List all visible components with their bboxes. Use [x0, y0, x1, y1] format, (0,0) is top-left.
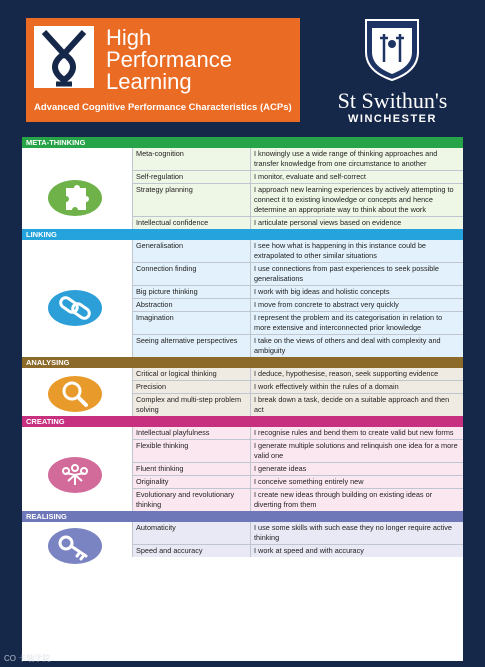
characteristic-description: I conceive something entirely new: [254, 477, 364, 486]
hpl-title-line: Performance: [106, 47, 232, 72]
section-icon-cell: [22, 148, 132, 229]
characteristic-name: Imagination: [133, 312, 251, 334]
idea-icon: [46, 455, 104, 495]
section-icon-cell: [22, 368, 132, 416]
section-creating: [22, 416, 463, 511]
characteristic-description: I see how what is happening in this instance could be extrapolated to other similar situations: [254, 241, 426, 260]
characteristic-description: I use some skills with such ease they no longer require active thinking: [254, 523, 452, 542]
table-row: [133, 463, 463, 476]
characteristic-name: Abstraction: [133, 299, 251, 311]
characteristic-description: I represent the problem and its categorisation in relation to more extensive and interconnected prior knowledge: [254, 313, 443, 332]
school-name: St Swithun's: [337, 88, 448, 113]
table-row: [133, 335, 463, 357]
key-icon: [46, 526, 104, 566]
characteristic-name: Strategy planning: [133, 184, 251, 216]
section-header: META-THINKING: [22, 137, 463, 148]
chain-link-icon: [46, 288, 104, 328]
table-row: [133, 476, 463, 489]
characteristic-description: I deduce, hypothesise, reason, seek supporting evidence: [254, 369, 439, 378]
characteristic-description: I approach new learning experiences by actively attempting to connect it to existing knowledge or concepts and hence determine an appropriate way to think about the work: [254, 185, 454, 214]
table-row: [133, 394, 463, 416]
table-row: [133, 299, 463, 312]
characteristic-name: Self-regulation: [133, 171, 251, 183]
characteristic-description: I knowingly use a wide range of thinking approaches and transfer knowledge from one circumstance to another: [254, 149, 438, 168]
characteristic-name: Originality: [133, 476, 251, 488]
hpl-title: [106, 27, 232, 93]
section-header: ANALYSING: [22, 357, 463, 368]
table-row: [133, 217, 463, 229]
characteristic-name: Connection finding: [133, 263, 251, 285]
characteristic-name: Intellectual playfulness: [133, 427, 251, 439]
table-row: [133, 148, 463, 171]
table-row: [133, 184, 463, 217]
section-header: REALISING: [22, 511, 463, 522]
characteristic-description: I create new ideas through building on existing ideas or diverting from them: [254, 490, 433, 509]
magnifier-icon: [46, 374, 104, 414]
characteristic-name: Fluent thinking: [133, 463, 251, 475]
characteristic-name: Flexible thinking: [133, 440, 251, 462]
table-row: [133, 263, 463, 286]
table-row: [133, 312, 463, 335]
characteristic-name: Evolutionary and revolutionary thinking: [133, 489, 251, 511]
characteristic-name: Precision: [133, 381, 251, 393]
table-row: [133, 427, 463, 440]
section-realising: [22, 511, 463, 557]
hpl-subtitle: Advanced Cognitive Performance Characteristics (ACPs): [34, 102, 292, 113]
table-row: [133, 489, 463, 511]
hpl-title-line: High: [106, 25, 152, 50]
section-analysing: [22, 357, 463, 416]
section-icon-cell: [22, 522, 132, 557]
table-row: [133, 286, 463, 299]
table-row: [133, 522, 463, 545]
characteristic-description: I use connections from past experiences to seek possible generalisations: [254, 264, 439, 283]
characteristic-description: I recognise rules and bend them to create valid but new forms: [254, 428, 454, 437]
characteristic-description: I break down a task, decide on a suitable approach and then act: [254, 395, 450, 414]
characteristic-name: Critical or logical thinking: [133, 368, 251, 380]
characteristic-name: Speed and accuracy: [133, 545, 251, 557]
characteristic-name: Generalisation: [133, 240, 251, 262]
section-header: CREATING: [22, 416, 463, 427]
school-town: WINCHESTER: [348, 113, 437, 125]
watermark: CO 卡瑞学院: [4, 654, 51, 663]
characteristic-description: I work at speed and with accuracy: [254, 546, 364, 555]
table-row: [133, 171, 463, 184]
characteristic-description: I generate ideas: [254, 464, 307, 473]
characteristic-name: Complex and multi-step problem solving: [133, 394, 251, 416]
characteristic-description: I move from concrete to abstract very quickly: [254, 300, 399, 309]
characteristic-name: Intellectual confidence: [133, 217, 251, 229]
characteristic-name: Big picture thinking: [133, 286, 251, 298]
table-row: [133, 240, 463, 263]
characteristic-description: I take on the views of others and deal with complexity and ambiguity: [254, 336, 441, 355]
puzzle-icon: [46, 178, 104, 218]
characteristic-name: Meta-cognition: [133, 148, 251, 170]
table-row: [133, 545, 463, 557]
section-linking: [22, 229, 463, 357]
characteristic-description: I work with big ideas and holistic concepts: [254, 287, 390, 296]
section-icon-cell: [22, 240, 132, 357]
characteristic-name: Seeing alternative perspectives: [133, 335, 251, 357]
section-icon-cell: [22, 427, 132, 511]
characteristic-name: Automaticity: [133, 522, 251, 544]
table-row: [133, 368, 463, 381]
table-row: [133, 381, 463, 394]
characteristic-description: I work effectively within the rules of a domain: [254, 382, 399, 391]
hpl-title-line: Learning: [106, 69, 192, 94]
hpl-banner: [26, 18, 300, 122]
section-header: LINKING: [22, 229, 463, 240]
acp-table: [22, 137, 463, 661]
characteristic-description: I articulate personal views based on evidence: [254, 218, 402, 227]
characteristic-description: I monitor, evaluate and self-correct: [254, 172, 366, 181]
characteristic-description: I generate multiple solutions and relinquish one idea for a more valid one: [254, 441, 458, 460]
hpl-knot-logo-icon: [34, 26, 94, 88]
school-crest-icon: [362, 18, 422, 82]
table-row: [133, 440, 463, 463]
section-meta-thinking: [22, 137, 463, 229]
